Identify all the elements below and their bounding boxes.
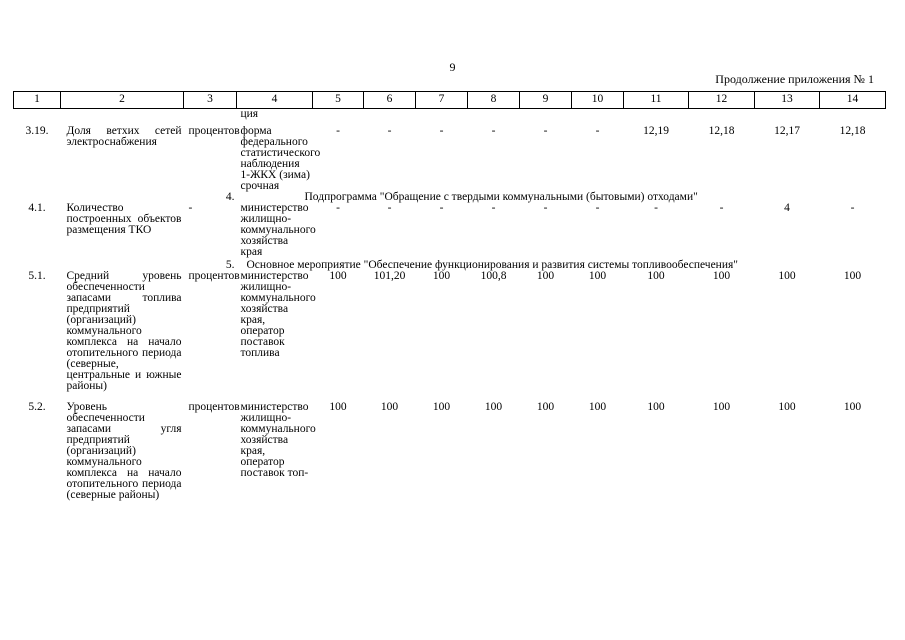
indicator-name: Количество построенных объектов размещения ТКО (66, 202, 182, 236)
col-header: 9 (520, 92, 572, 109)
indicator-name: Средний уровень обеспеченности запасами топлива предприятий (организаций) коммунального комплекса на начало отопительного периода (северные, центральные и южные районы) (66, 270, 182, 392)
value-cell: 100 (329, 401, 347, 413)
row-code: 4.1. (28, 202, 46, 214)
unit-cell: процентов (188, 125, 240, 137)
page-number: 9 (449, 60, 456, 74)
section-code: 4. (225, 191, 235, 203)
table-row (14, 402, 886, 501)
value-cell: 12,18 (839, 125, 866, 137)
col-header: 10 (572, 92, 624, 109)
value-cell: 100,8 (480, 270, 507, 282)
value-cell: 12,18 (708, 125, 735, 137)
col-header: 11 (624, 92, 689, 109)
unit-cell: - (188, 202, 193, 214)
value-cell: 100 (647, 401, 665, 413)
row-code: 3.19. (25, 125, 49, 137)
value-cell: - (850, 202, 855, 214)
value-cell: 100 (712, 401, 731, 413)
value-cell: - (595, 125, 600, 137)
section-title: Основное мероприятие "Обеспечение функционирования и развития системы топливообеспечения" (246, 259, 738, 271)
unit-cell: процентов (188, 401, 240, 413)
col-header: 13 (755, 92, 820, 109)
value-cell: 100 (843, 270, 862, 282)
indicators-table (13, 91, 886, 501)
value-cell: 100 (484, 401, 503, 413)
indicator-name: Уровень обеспеченности запасами угля предприятий (организаций) коммунального комплекса на начало отопительного периода (северные районы) (66, 401, 182, 501)
col-header: 8 (468, 92, 520, 109)
value-cell: - (387, 125, 392, 137)
value-cell: - (336, 125, 340, 137)
source-cell: министерство жилищно-коммунального хозяйства края (240, 202, 316, 258)
value-cell: 100 (712, 270, 731, 282)
col-header: 4 (237, 92, 313, 109)
value-cell: - (491, 202, 496, 214)
col-header: 5 (313, 92, 364, 109)
section-code: 5. (225, 259, 235, 271)
value-cell: 100 (647, 270, 665, 282)
value-cell: - (439, 202, 444, 214)
value-cell: 101,20 (373, 270, 406, 282)
value-cell: 100 (778, 270, 796, 282)
continuation-label: Продолжение приложения № 1 (715, 72, 874, 86)
col-header: 1 (14, 92, 61, 109)
value-cell: 100 (778, 401, 796, 413)
value-cell: 100 (536, 401, 555, 413)
carry-over-row (14, 109, 886, 121)
column-number-row (14, 92, 886, 109)
value-cell: 100 (432, 270, 451, 282)
value-cell: - (387, 202, 392, 214)
col-header: 14 (820, 92, 886, 109)
value-cell: 100 (843, 401, 862, 413)
table-row (14, 271, 886, 402)
value-cell: - (543, 125, 548, 137)
col-header: 6 (364, 92, 416, 109)
source-cell: форма федерального статистического наблюдения 1-ЖКХ (зима) срочная (240, 125, 321, 192)
col-header: 12 (689, 92, 755, 109)
value-cell: - (654, 202, 658, 214)
row-code: 5.1. (28, 270, 46, 282)
value-cell: 100 (588, 401, 607, 413)
value-cell: - (543, 202, 548, 214)
section-title: Подпрограмма "Обращение с твердыми коммунальными (бытовыми) отходами" (304, 191, 698, 203)
col-header: 2 (61, 92, 184, 109)
col-header: 3 (184, 92, 237, 109)
value-cell: - (336, 202, 340, 214)
col-header: 7 (416, 92, 468, 109)
value-cell: 12,17 (774, 125, 800, 137)
table-row (14, 120, 886, 192)
source-cell: ция (240, 108, 259, 120)
value-cell: - (595, 202, 600, 214)
value-cell: 100 (432, 401, 451, 413)
value-cell: - (491, 125, 496, 137)
section-row (14, 192, 886, 203)
unit-cell: процентов (188, 270, 240, 282)
source-cell: министерство жилищно-коммунального хозяйства края, оператор поставок топлива (240, 270, 316, 359)
value-cell: 100 (588, 270, 607, 282)
value-cell: 100 (536, 270, 555, 282)
value-cell: 100 (380, 401, 399, 413)
row-code: 5.2. (28, 401, 46, 413)
indicator-name: Доля ветхих сетей электроснабжения (66, 125, 182, 148)
value-cell: 4 (784, 202, 790, 214)
table-row (14, 203, 886, 260)
value-cell: 12,19 (643, 125, 669, 137)
value-cell: - (439, 125, 444, 137)
source-cell: министерство жилищно-коммунального хозяйства края, оператор поставок топ- (240, 401, 316, 479)
value-cell: 100 (329, 270, 347, 282)
value-cell: - (719, 202, 724, 214)
